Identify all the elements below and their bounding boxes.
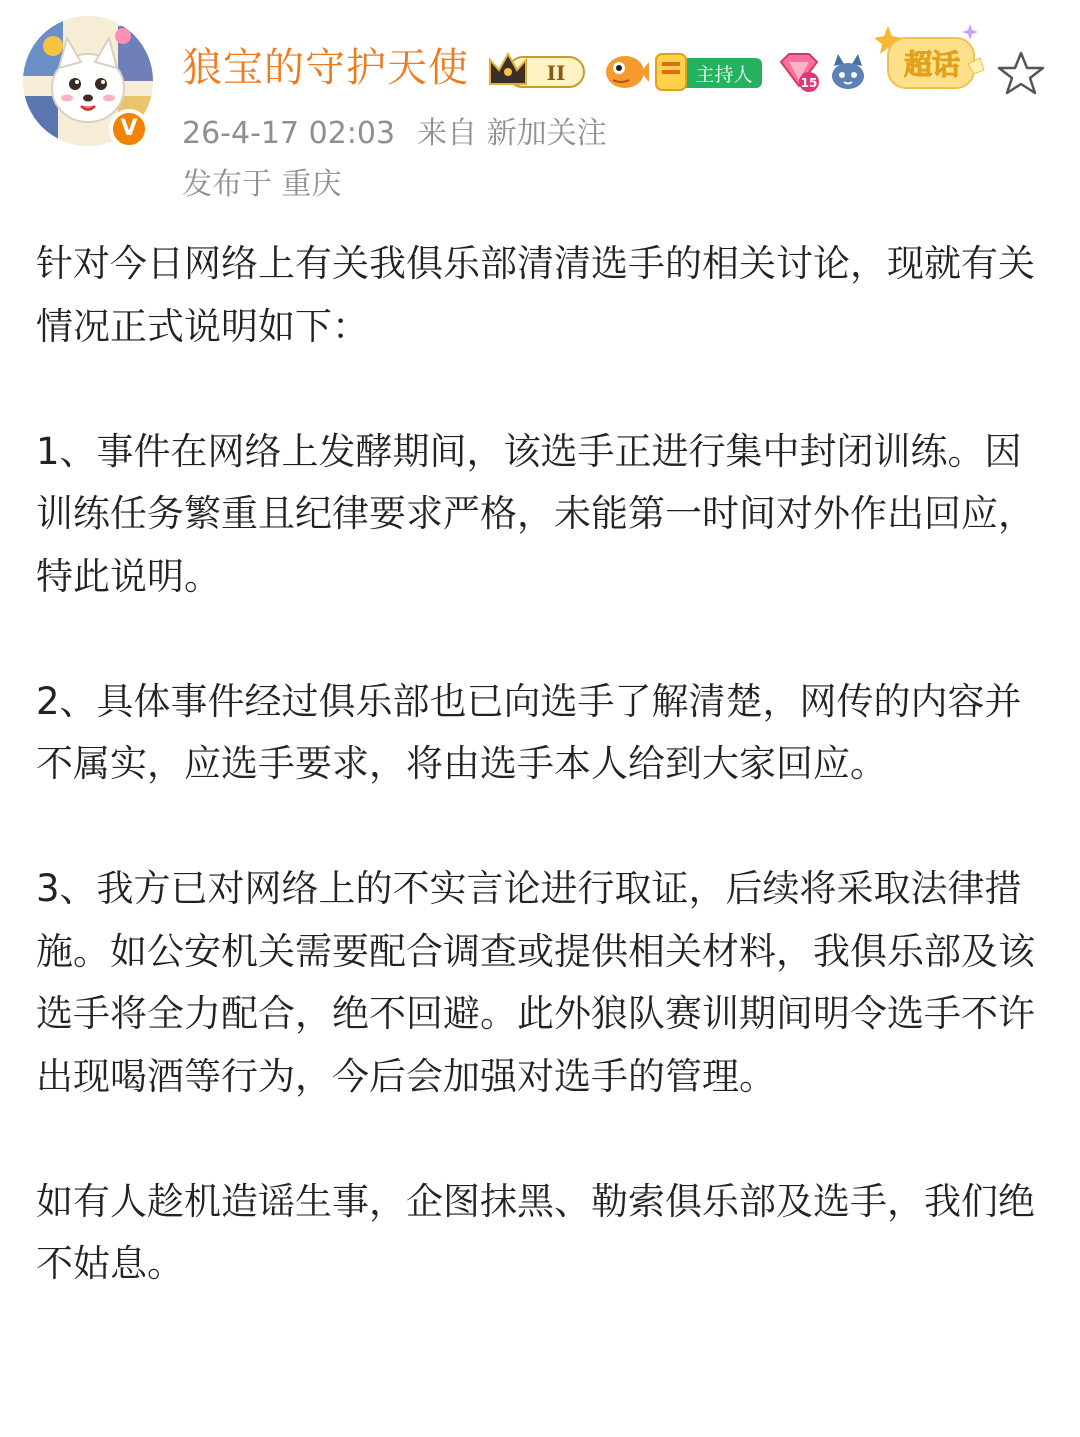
badge-row: [486, 40, 1031, 100]
fish-badge-icon[interactable]: [603, 50, 649, 92]
paragraph-2: 2、具体事件经过俱乐部也已向选手了解清楚，网传的内容并不属实，应选手要求，将由选手本人给到大家回应。: [36, 679, 1022, 785]
star-outline-icon[interactable]: [996, 50, 1046, 96]
paragraph-3: 3、我方已对网络上的不实言论进行取证，后续将采取法律措施。如公安机关需要配合调查或提供相关材料，我俱乐部及该选手将全力配合，绝不回避。此外狼队赛训期间明令选手不许出现喝酒等行为，今后会加强对选手的管理。: [36, 867, 1035, 1098]
svg-text:15: 15: [800, 76, 818, 90]
post-meta: [182, 113, 607, 155]
post-date: 26-4-17 02:03: [182, 116, 396, 151]
paragraph-intro: 针对今日网络上有关我俱乐部清清选手的相关讨论，现就有关情况正式说明如下：: [36, 242, 1035, 348]
cat-badge-icon[interactable]: [828, 52, 868, 92]
supertopic-badge-icon[interactable]: [870, 18, 990, 98]
post-header: [0, 0, 1080, 215]
author-name[interactable]: 狼宝的守护天使: [182, 45, 469, 91]
diamond-rank-badge-icon[interactable]: [775, 50, 823, 94]
paragraph-closing: 如有人趁机造谣生事，企图抹黑、勒索俱乐部及选手，我们绝不姑息。: [36, 1179, 1035, 1285]
post-body: [36, 233, 1046, 1296]
post-location: 发布于 重庆: [182, 167, 342, 202]
verified-badge-icon: V: [109, 109, 149, 149]
svg-text:超话: 超话: [903, 48, 961, 81]
svg-text:II: II: [546, 61, 566, 85]
post-source[interactable]: 来自 新加关注: [417, 116, 607, 151]
svg-text:主持人: 主持人: [695, 64, 753, 86]
host-badge-icon[interactable]: [654, 50, 766, 94]
crown-level-badge-icon[interactable]: [486, 48, 590, 92]
paragraph-1: 1、事件在网络上发酵期间，该选手正进行集中封闭训练。因训练任务繁重且纪律要求严格，未能第一时间对外作出回应，特此说明。: [36, 429, 1035, 598]
